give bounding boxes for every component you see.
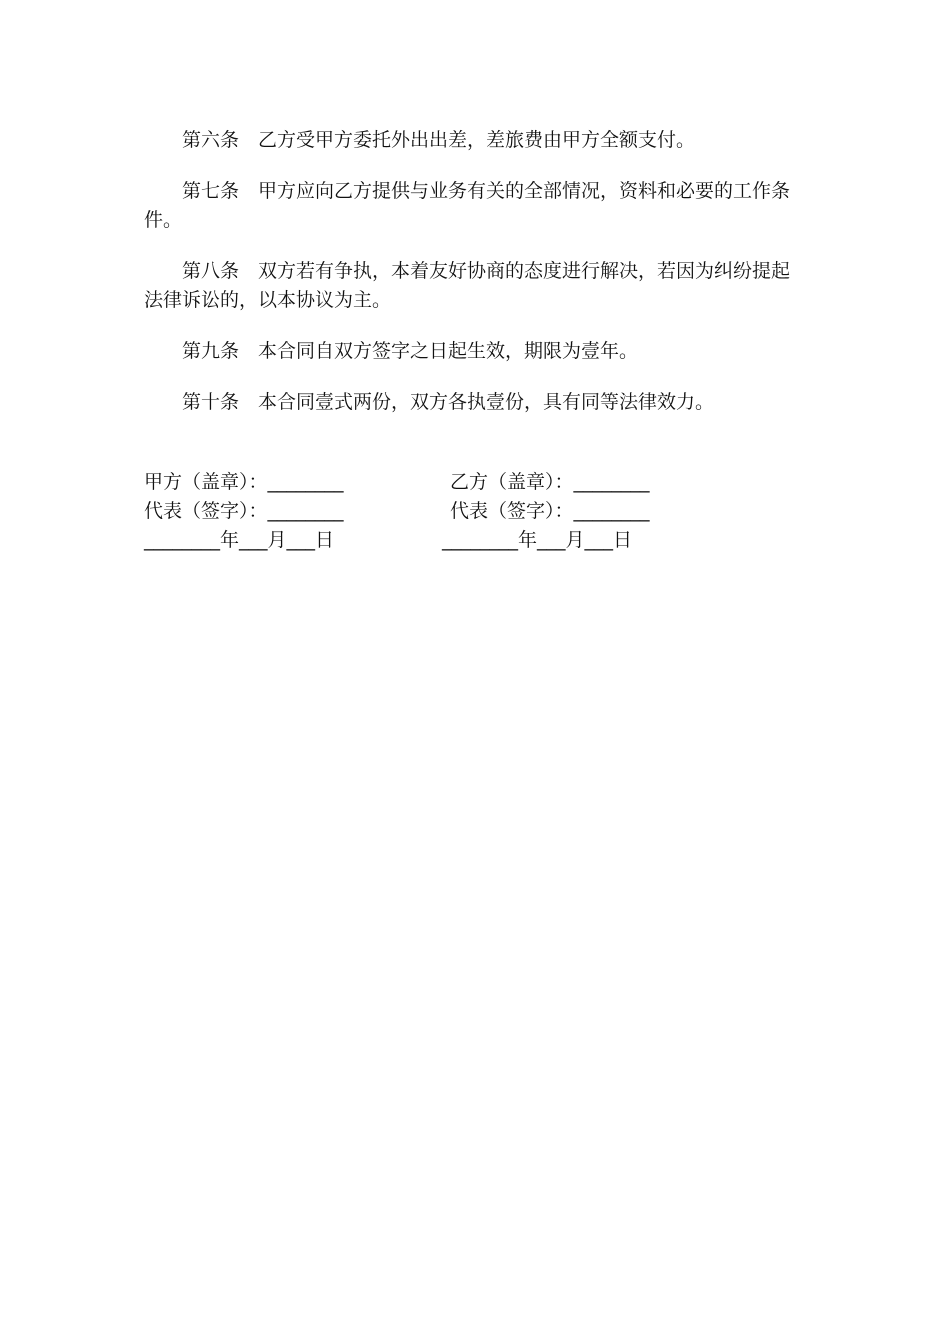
article-7 — [144, 177, 800, 235]
representative-row — [144, 497, 800, 526]
article-6 — [144, 126, 800, 155]
article-text: 本合同壹式两份，双方各执壹份，具有同等法律效力。 — [258, 391, 715, 413]
article-text: 乙方受甲方委托外出出差，差旅费由甲方全额支付。 — [258, 129, 696, 151]
article-number: 第十条 — [182, 391, 240, 413]
party-a-representative-field: 代表（签字）：________ — [144, 500, 344, 522]
party-b-representative-field: 代表（签字）：________ — [450, 500, 650, 522]
article-text: 本合同自双方签字之日起生效，期限为壹年。 — [258, 340, 639, 362]
date-row — [144, 526, 800, 555]
party-b-date-field: ________年___月___日 — [442, 529, 633, 551]
article-8 — [144, 257, 800, 315]
article-number: 第九条 — [182, 340, 240, 362]
seal-row — [144, 468, 800, 497]
article-10 — [144, 388, 800, 417]
article-number: 第六条 — [182, 129, 240, 151]
article-9 — [144, 337, 800, 366]
article-text: 双方若有争执，本着友好协商的态度进行解决，若因为纠纷提起法律诉讼的，以本协议为主。 — [144, 260, 791, 311]
contract-articles — [144, 126, 800, 439]
signature-block — [144, 468, 800, 555]
article-number: 第八条 — [182, 260, 240, 282]
article-text: 甲方应向乙方提供与业务有关的全部情况，资料和必要的工作条件。 — [144, 180, 791, 231]
party-a-date-field: ________年___月___日 — [144, 529, 335, 551]
party-a-seal-field: 甲方（盖章）：________ — [144, 471, 344, 493]
party-b-seal-field: 乙方（盖章）：________ — [450, 471, 650, 493]
article-number: 第七条 — [182, 180, 240, 202]
